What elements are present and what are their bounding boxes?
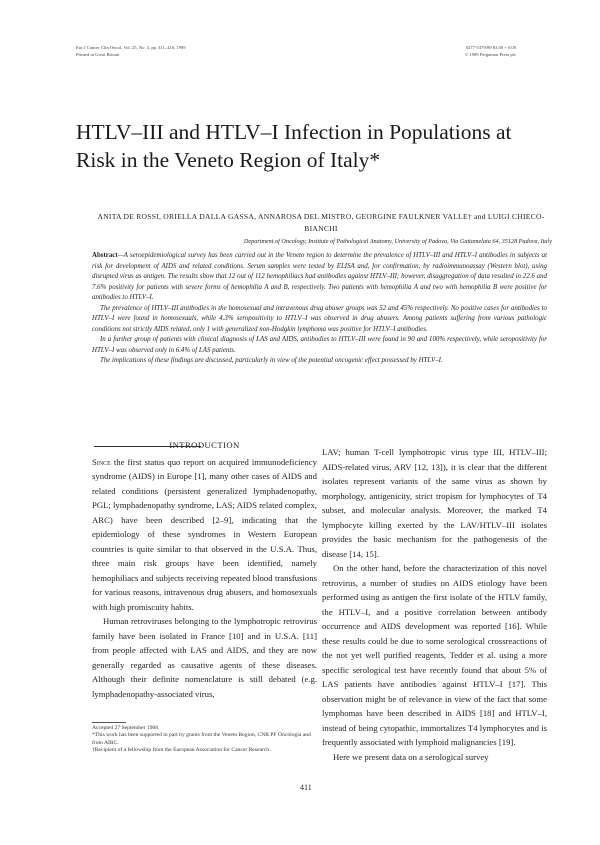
abstract-paragraph: The prevalence of HTLV–III antibodies in the homosexual and intravenous drug abuser groups was 52 and 45% respectively. No positive cases for antibodies to HTLV–I were found in homosexuals, while 4.3% seropositivity to HTLV–I was observed in drug abusers. Among patients suffering from various pathologic conditions not strictly AIDS related, only 1 with generalized non-Hodgkin lymphoma was positive for HTLV–I antibodies. [92, 304, 547, 333]
journal-citation: Eur J Cancer Clin Oncol, Vol. 25, No. 3, pp. 411–416, 1989 [76, 45, 186, 50]
abstract-label: Abstract [92, 252, 118, 259]
abstract [92, 251, 547, 367]
body-paragraph [92, 455, 317, 615]
journal-header [76, 44, 186, 58]
footnotes [92, 725, 317, 754]
body-paragraph: LAV; human T-cell lymphotropic virus type III, HTLV–III; AIDS-related virus, ARV [12, 13]), it is clear that the different isolates represent variants of the same virus as shown by morphology, antigenicity, strict tropism for lymphocytes of T4 subset, and molecular analysis. Moreover, the marked T4 lymphocyte killing exerted by the LAV/HTLV–III isolates provides the basic mechanism for the pathogenesis of the disease [14, 15]. [322, 447, 547, 559]
copyright-notice: © 1989 Pergamon Press plc [464, 52, 516, 57]
printed-in: Printed in Great Britain [76, 52, 120, 57]
abstract-paragraph: The implications of these findings are discussed, particularly in view of the potential oncogenic effect possessed by HTLV–I. [100, 357, 443, 365]
issn-price: 0277-5379/89 $3.00 + 0.00 [465, 45, 516, 50]
author-list: ANITA DE ROSSI, ORIELLA DALLA GASSA, ANNAROSA DEL MISTRO, GEORGINE FAULKNER VALLE† and LUIGI CHIECO-BIANCHI [97, 212, 545, 233]
drop-cap-word: Since [92, 456, 111, 467]
body-text: the first status quo report on acquired immunodeficiency syndrome (AIDS) in Europe [1], many other cases of AIDS and related conditions (persistent generalized lymphadenopathy, PGL; lymphadenopathy syndrome, LAS; AIDS related complex, ARC) have been described [2–9], indicating that the epidemiology of these syndromes in Western European countries is quite similar to that observed in the U.S.A. Thus, three main risk groups have been identified, namely hemophiliacs and subjects receiving repeated blood transfusions for various reasons, intravenous drug abusers, and homosexuals with high promiscuity habits. [92, 456, 317, 612]
section-heading: INTRODUCTION [169, 440, 240, 450]
copyright-header [465, 44, 516, 58]
footnote-divider [92, 722, 126, 723]
abstract-divider [94, 446, 201, 447]
abstract-text: —A seroepidemiological survey has been carried out in the Veneto region to determine the prevalence of HTLV–III and HTLV–I antibodies in subjects at risk for development of AIDS and related conditions. Serum samples were tested by ELISA and, for confirmation, by radioimmunoassay (Western blot), using disrupted virus as antigen. The results show that 12 out of 112 hemophiliacs had antibodies against HTLV–III; however, disaggregation of data resulted in 22.6 and 7.6% positivity for patients with severe forms of hemophilia A and B, respectively. Two patients with hemophilia A and two with hemophilia B were positive for antibodies to HTLV–I. [92, 252, 547, 302]
body-column-right [322, 445, 547, 764]
affiliation: Department of Oncology, Institute of Pathological Anatomy, University of Padova, Via Gattamelata 64, 35128 Padova, Italy [243, 238, 552, 245]
body-paragraph: Here we present data on a serological survey [333, 751, 489, 762]
body-column-left [92, 438, 317, 701]
footnote-fellowship: †Recipient of a fellowship from the European Association for Cancer Research. [92, 746, 271, 753]
article-title: HTLV–III and HTLV–I Infection in Populations at Risk in the Veneto Region of Italy* [76, 120, 512, 172]
footnote-funding: *This work has been supported in part by grants from the Veneto Region, CNR PF Oncologia and from AIRC. [92, 732, 311, 746]
body-paragraph: On the other hand, before the characterization of this novel retrovirus, a number of studies on AIDS etiology have been performed using as antigen the first isolate of the HTLV family, the HTLV–I, and a positive correlation between antibody occurrence and AIDS development was reported [16]. While these results could be due to some serological crossreactions of the not yet well purified reagents, Tedder et al. using a more specific serological test have recently found that about 5% of LAS patients have antibodies against HTLV–I [17]. This observation might be of relevance in view of the fact that some lymphomas have been described in AIDS [18] and HTLV–I, instead of being cytopathic, immortalizes T4 lymphocytes and is frequently associated with lymphoid malignancies [19]. [322, 563, 547, 747]
page-number: 411 [300, 783, 312, 792]
abstract-paragraph: In a further group of patients with clinical diagnosis of LAS and AIDS, antibodies to HTLV–III were found in 90 and 100% respectively, while seropositivity for HTLV–I was observed only in 6.4% of LAS patients. [92, 336, 547, 354]
body-paragraph: Human retroviruses belonging to the lymphotropic retrovirus family have been isolated in France [10] and in U.S.A. [11] from people affected with LAS and AIDS, and they are now generally regarded as causative agents of these diseases. Although their definite nomenclature is still debated (e.g. lymphadenopathy-associated virus, [92, 616, 317, 699]
accepted-date: Accepted 27 September 1988. [92, 725, 160, 731]
abstract-paragraph [92, 251, 547, 304]
